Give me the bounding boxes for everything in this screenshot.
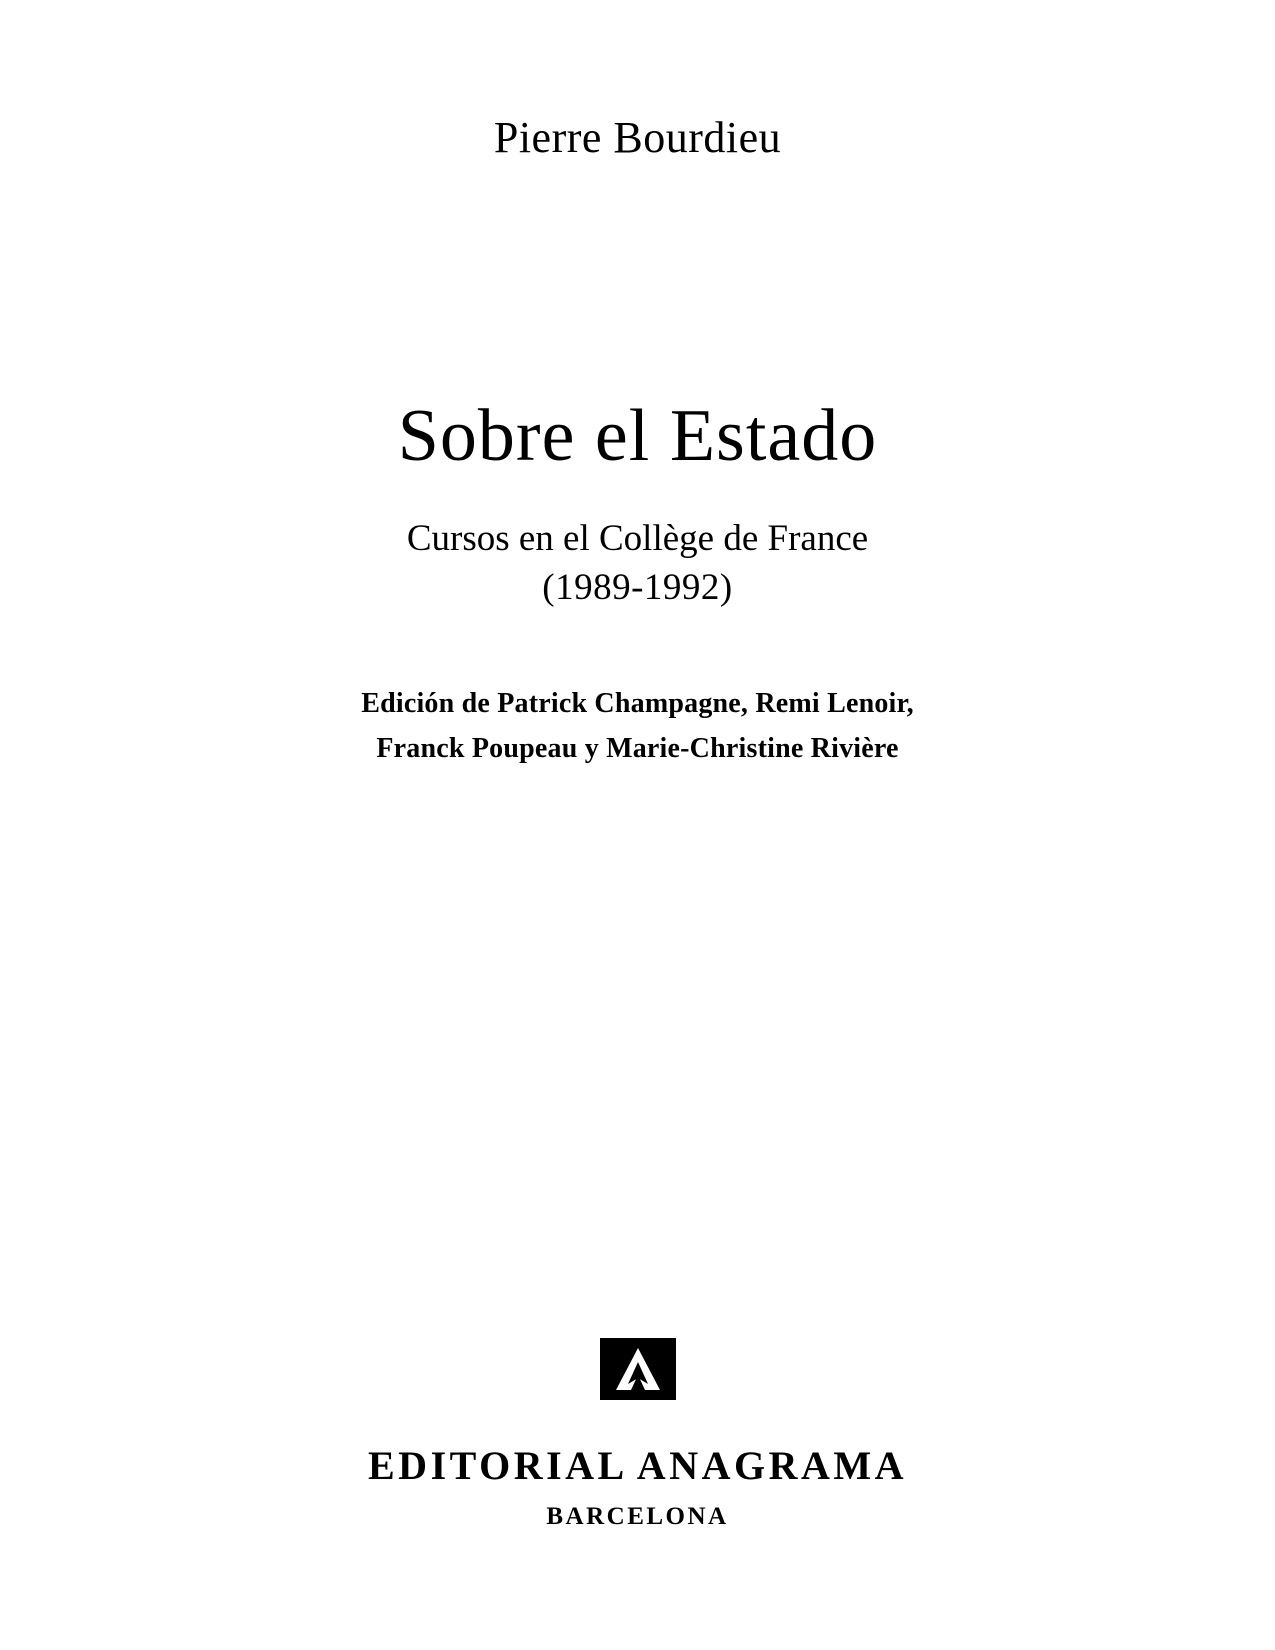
book-subtitle-line-2: (1989-1992): [542, 566, 733, 608]
book-subtitle-line-1: Cursos en el Collège de France: [406, 518, 869, 559]
publisher-name: EDITORIAL ANAGRAMA: [368, 1443, 907, 1488]
anagrama-mountain-logo-icon: [600, 1387, 676, 1404]
book-subtitle: [0, 515, 1275, 613]
book-editors-line-2: Franck Poupeau y Marie-Christine Rivière: [376, 732, 899, 764]
publisher-city: BARCELONA: [546, 1503, 729, 1530]
book-editors: [0, 682, 1275, 772]
book-author: Pierre Bourdieu: [493, 113, 782, 162]
publisher-logo: [0, 1338, 1275, 1405]
book-editors-line-1: Edición de Patrick Champagne, Remi Lenoir,: [361, 688, 914, 719]
book-title: Sobre el Estado: [397, 395, 878, 477]
